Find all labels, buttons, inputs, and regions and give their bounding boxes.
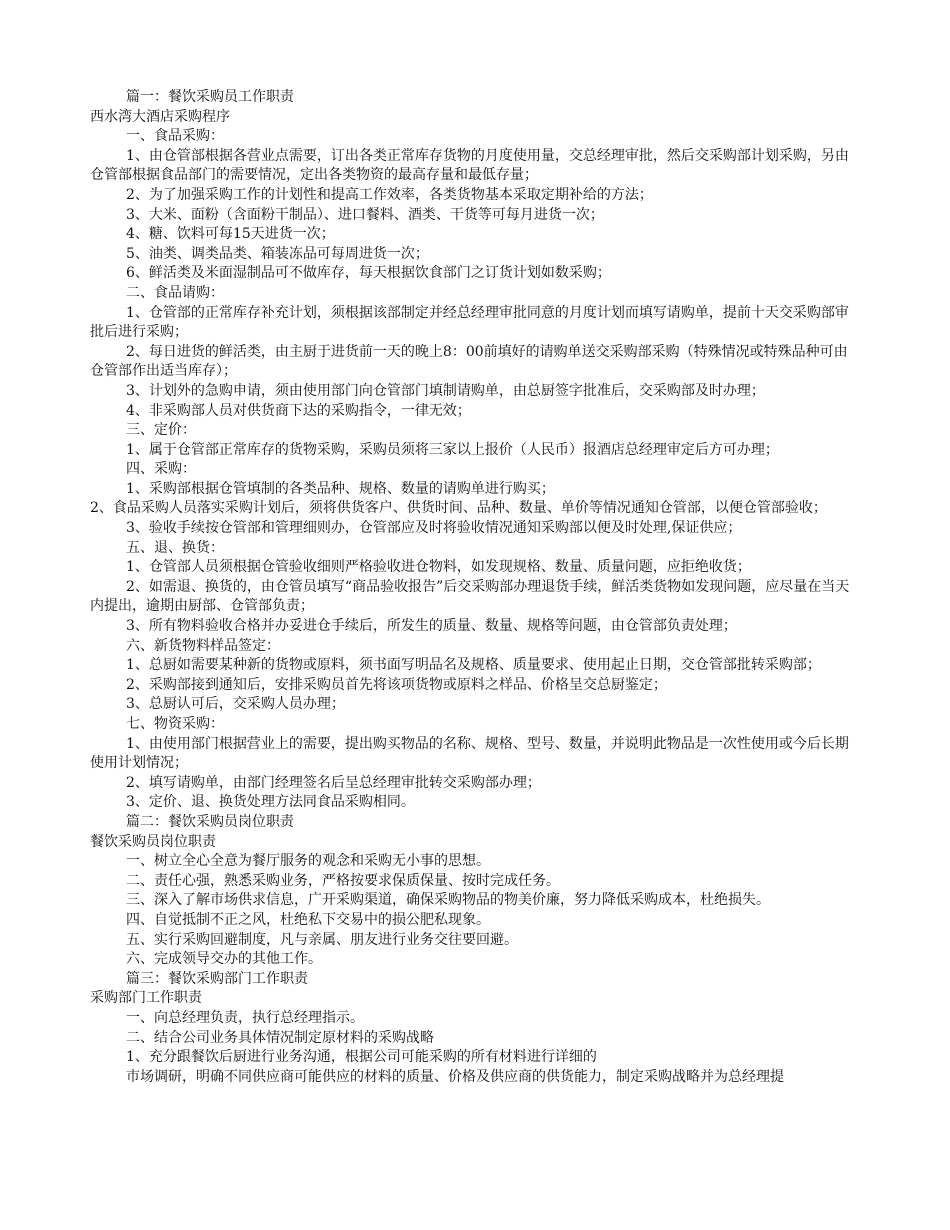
heading: 六、新货物料样品签定： [126,637,280,654]
paragraph: 1、总厨如需要某种新的货物或原料，须书面写明品名及规格、质量要求、使用起止日期，交仓管部批转采购部； [126,657,821,674]
paragraph: 二、责任心强，熟悉采购业务，严格按要求保质保量、按时完成任务。 [126,872,560,889]
heading: 三、定价： [126,422,196,439]
heading: 七、物资采购： [126,716,224,732]
paragraph: 六、完成领导交办的其他工作。 [126,951,322,968]
document-subtitle: 采购部门工作职责 [90,990,202,1007]
document-subtitle: 西水湾大酒店采购程序 [90,108,230,125]
paragraph: 1、仓管部人员须根据仓管验收细则严格验收进仓物料，如发现规格、数量、质量问题，应拒绝收货； [126,559,751,576]
paragraph: 三、深入了解市场供求信息，广开采购渠道，确保采购物品的物美价廉，努力降低采购成本，杜绝损失。 [126,892,770,909]
document-body [90,88,860,1087]
paragraph: 1、仓管部的正常库存补充计划，须根据该部制定并经总经理审批同意的月度计划而填写请购单，提前十天交采购部审批后进行采购； [90,304,849,341]
paragraph: 一、向总经理负责，执行总经理指示。 [126,1009,364,1026]
section-title: 篇二：餐饮采购员岗位职责 [126,813,294,830]
paragraph: 四、自觉抵制不正之风，杜绝私下交易中的损公肥私现象。 [126,911,490,928]
section-title: 篇三：餐饮采购部门工作职责 [126,970,308,987]
paragraph: 2、食品采购人员落实采购计划后，须将供货客户、供货时间、品种、数量、单价等情况通知仓管部，以便仓管部验收； [90,500,827,517]
section-title: 篇一：餐饮采购员工作职责 [126,89,294,105]
paragraph: 市场调研，明确不同供应商可能供应的材料的质量、价格及供应商的供货能力，制定采购战略并为总经理提 [126,1068,784,1085]
paragraph: 二、结合公司业务具体情况制定原材料的采购战略 [126,1029,434,1046]
paragraph: 3、定价、退、换货处理方法同食品采购相同。 [126,794,415,811]
paragraph: 五、实行采购回避制度，凡与亲属、朋友进行业务交往要回避。 [126,931,518,948]
paragraph: 4、糖、饮料可每15天进货一次； [126,226,335,243]
document-subtitle: 餐饮采购员岗位职责 [90,833,216,850]
paragraph: 4、非采购部人员对供货商下达的采购指令，一律无效； [126,402,471,419]
paragraph: 2、填写请购单，由部门经理签名后呈总经理审批转交采购部办理； [126,774,541,791]
paragraph: 1、属于仓管部正常库存的货物采购，采购员须将三家以上报价（人民币）报酒店总经理审定后方可办理； [126,441,779,458]
paragraph: 6、鲜活类及米面湿制品可不做库存，每天根据饮食部门之订货计划如数采购； [126,265,611,282]
heading: 五、退、换货： [126,539,224,556]
paragraph: 3、验收手续按仓管部和管理细则办，仓管部应及时将验收情况通知采购部以便及时处理,保证供应； [126,520,742,537]
paragraph: 2、为了加强采购工作的计划性和提高工作效率，各类货物基本采取定期补给的方法； [126,186,653,203]
paragraph: 5、油类、调类品类、箱装冻品可每周进货一次； [126,245,429,262]
heading: 二、食品请购： [126,284,224,301]
paragraph: 2、如需退、换货的，由仓管员填写“商品验收报告”后交采购部办理退货手续，鲜活类货物如发现问题，应尽量在当天内提出，逾期由厨部、仓管部负责； [90,578,850,615]
paragraph: 3、所有物料验收合格并办妥进仓手续后，所发生的质量、数量、规格等问题，由仓管部负责处理； [126,618,737,635]
heading: 一、食品采购： [126,128,224,145]
paragraph: 一、树立全心全意为餐厅服务的观念和采购无小事的思想。 [126,853,490,870]
paragraph: 1、由仓管部根据各营业点需要，订出各类正常库存货物的月度使用量，交总经理审批，然后交采购部计划采购，另由仓管部根据食品部门的需要情况，定出各类物资的最高存量和最低存量； [90,147,849,184]
paragraph: 1、充分跟餐饮后厨进行业务沟通，根据公司可能采购的所有材料进行详细的 [126,1049,597,1066]
paragraph: 1、采购部根据仓管填制的各类品种、规格、数量的请购单进行购买； [126,480,555,497]
paragraph: 3、总厨认可后，交采购人员办理； [126,696,345,713]
heading: 四、采购： [126,461,196,478]
paragraph: 3、大米、面粉（含面粉干制品）、进口餐料、酒类、干货等可每月进货一次； [126,206,604,223]
paragraph: 2、每日进货的鲜活类，由主厨于进货前一天的晚上8：00前填好的请购单送交采购部采购（特殊情况或特殊品种可由仓管部作出适当库存）； [90,343,848,380]
paragraph: 3、计划外的急购申请，须由使用部门向仓管部门填制请购单，由总厨签字批准后，交采购部及时办理； [126,382,765,399]
paragraph: 2、采购部接到通知后，安排采购员首先将该项货物或原料之样品、价格呈交总厨鉴定； [126,676,667,693]
paragraph: 1、由使用部门根据营业上的需要，提出购买物品的名称、规格、型号、数量，并说明此物品是一次性使用或今后长期使用计划情况； [90,735,849,772]
